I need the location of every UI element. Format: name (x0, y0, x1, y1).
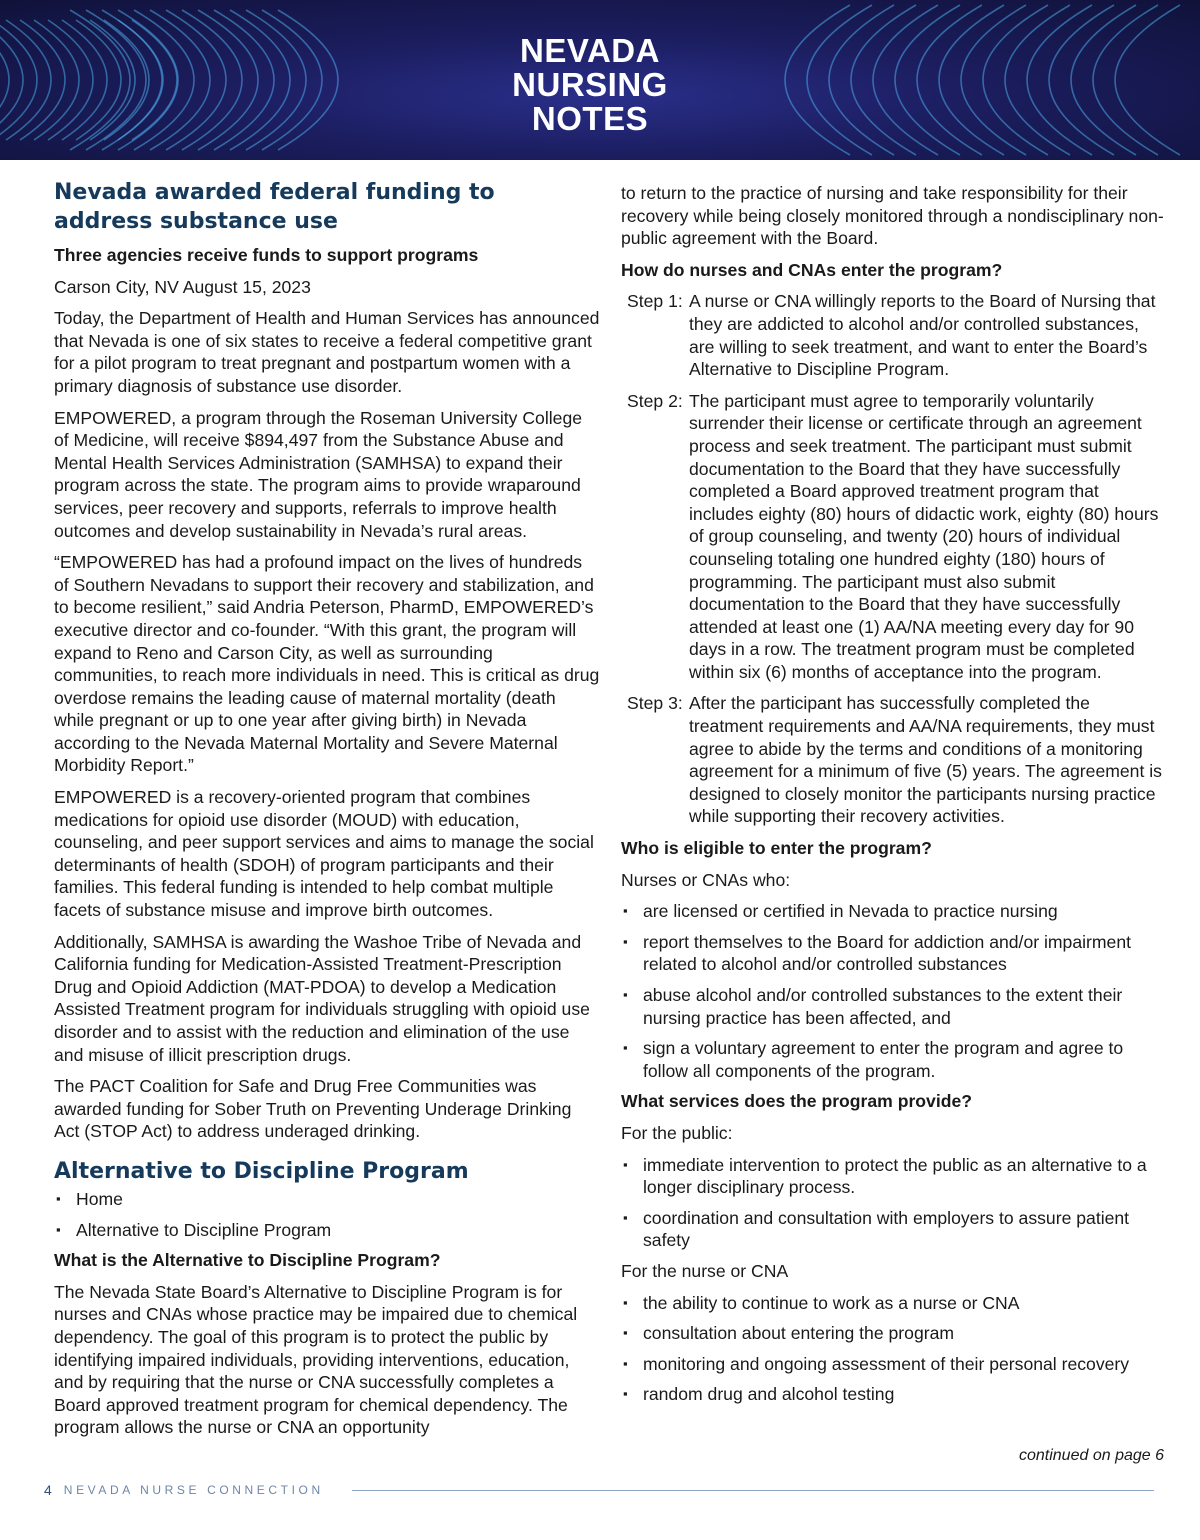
list-item-text: immediate intervention to protect the public as an alternative to a longer disciplinary process. (643, 1154, 1147, 1198)
list-item-text: random drug and alcohol testing (643, 1384, 895, 1405)
list-item-text: report themselves to the Board for addiction and/or impairment related to alcohol and/or controlled substances (643, 931, 1131, 975)
section-title: Alternative to Discipline Program (54, 1158, 469, 1184)
paragraph: EMPOWERED, a program through the Roseman University College of Medicine, will receive $894,497 from the Substance Abuse and Mental Health Services Administration (SAMHSA) to expand their program across the state. The program aims to provide wraparound services, peer recovery and supports, referrals to improve health outcomes and develop sustainability in Nevada’s rural areas. (54, 407, 583, 541)
banner-title-line: NEVADA (520, 32, 660, 69)
list-item-text: consultation about entering the program (643, 1323, 955, 1344)
list-item-text: sign a voluntary agreement to enter the program and agree to follow all components of the program. (643, 1038, 1124, 1081)
breadcrumb-item[interactable]: ▪ Home (56, 1188, 123, 1209)
article-subtitle: Three agencies receive funds to support programs (54, 245, 479, 265)
banner-title-line: NURSING (512, 66, 668, 103)
breadcrumb-label: Home (76, 1188, 123, 1209)
paragraph: The PACT Coalition for Safe and Drug Free Communities was awarded funding for Sober Truth on Preventing Underage Drinking Act (STOP Act) to address underaged drinking. (54, 1076, 572, 1142)
list-item-text: are licensed or certified in Nevada to practice nursing (643, 901, 1058, 922)
breadcrumb-label: Alternative to Discipline Program (76, 1219, 332, 1240)
step-text: The participant must agree to temporarily voluntarily surrender their license or certificate through an agreement process and seek treatment. The participant must submit documentation to the Board that they have successfully completed a Board approved treatment program that includes eighty (80) hours of didactic work, eighty (80) hours of group counseling, and twenty (20) hours of individual counseling totaling one hundred eighty (180) hours of programming. The participant must also submit documentation to the Board that they have successfully attended at least one (1) AA/NA meeting every day for 90 days in a row. The treatment program must be completed within six (6) months of acceptance into the program. (689, 390, 1159, 682)
breadcrumb-list (54, 1188, 600, 1241)
breadcrumb-item[interactable]: ▪ Alternative to Discipline Program (56, 1219, 332, 1240)
step-label: Step 1: (627, 291, 683, 312)
list-item: ▪ sign a voluntary agreement to enter the program and agree to follow all components of the program. (623, 1038, 1124, 1081)
step-label: Step 3: (627, 693, 683, 714)
public-services-list (621, 1154, 1166, 1252)
question-heading: How do nurses and CNAs enter the program? (621, 259, 1003, 280)
paragraph: The Nevada State Board’s Alternative to Discipline Program is for nurses and CNAs whose practice may be impaired due to chemical dependency. The goal of this program is to protect the public by identifying impaired individuals, providing interventions, education, and by requiring that the nurse or CNA successfully completes a Board approved treatment program for chemical dependency. The program allows the nurse or CNA an opportunity (54, 1281, 578, 1438)
list-intro: Nurses or CNAs who: (621, 869, 791, 890)
list-item: ▪ report themselves to the Board for addiction and/or impairment related to alcohol and/or controlled substances (623, 931, 1131, 975)
page-footer (44, 1480, 1154, 1500)
header-banner (0, 0, 1200, 160)
banner-title (0, 34, 1180, 136)
list-item-text: coordination and consultation with employers to assure patient safety (643, 1207, 1130, 1251)
banner-title-line: NOTES (531, 100, 649, 137)
step-text: A nurse or CNA willingly reports to the Board of Nursing that they are addicted to alcohol and/or controlled substances, are willing to seek treatment, and want to enter the Board’s Alternative to Discipline Program. (689, 291, 1156, 380)
step-label: Step 2: (627, 390, 683, 411)
paragraph: to return to the practice of nursing and take responsibility for their recovery while being closely monitored through a nondisciplinary non-public agreement with the Board. (621, 183, 1164, 249)
dateline: Carson City, NV August 15, 2023 (54, 276, 311, 297)
paragraph: Additionally, SAMHSA is awarding the Washoe Tribe of Nevada and California funding for Medication-Assisted Treatment-Prescription Drug and Opioid Addiction (MAT-PDOA) to develop a Medication Assisted Treatment program for individuals struggling with opioid use disorder and to assist with the reduction and elimination of the use and misuse of illicit prescription drugs. (54, 931, 590, 1065)
left-column (54, 178, 600, 1448)
list-item: ▪ random drug and alcohol testing (623, 1384, 895, 1405)
paragraph: “EMPOWERED has had a profound impact on the lives of hundreds of Southern Nevadans to support their recovery and stabilization, and to become resilient,” said Andria Peterson, PharmD, EMPOWERED’s executive director and co-founder. “With this grant, the program will expand to Reno and Carson City, as well as surrounding communities, to reach more individuals in need. This is critical as drug overdose remains the leading cause of maternal mortality (death while pregnant or up to one year after giving birth) in Nevada according to the Nevada Maternal Mortality and Severe Maternal Morbidity Report.” (54, 552, 600, 776)
question-heading: Who is eligible to enter the program? (621, 838, 932, 859)
article-title: Nevada awarded federal funding to address substance use (54, 180, 495, 234)
list-item: ▪ abuse alcohol and/or controlled substances to the extent their nursing practice has been affected, and (623, 985, 1123, 1028)
step-item (627, 692, 1166, 828)
list-item-text: monitoring and ongoing assessment of their personal recovery (643, 1353, 1130, 1374)
continued-note: continued on page 6 (1018, 1447, 1164, 1464)
list-item: ▪ coordination and consultation with employers to assure patient safety (623, 1207, 1130, 1251)
paragraph: EMPOWERED is a recovery-oriented program that combines medications for opioid use disorder (MOUD) with education, counseling, and peer support services and aims to manage the social determinants of health (SDOH) of program participants and their families. This federal funding is intended to help combat multiple facets of substance misuse and improve birth outcomes. (54, 787, 594, 921)
question-heading: What is the Alternative to Discipline Program? (54, 1250, 441, 1271)
step-text: After the participant has successfully completed the treatment requirements and AA/NA requirements, they must agree to abide by the terms and conditions of a monitoring agreement for a minimum of five (5) years. The agreement is designed to closely monitor the participants nursing practice while supporting their recovery activities. (689, 693, 1162, 827)
publication-name: NEVADA NURSE CONNECTION (63, 1483, 324, 1497)
list-item: ▪ monitoring and ongoing assessment of their personal recovery (623, 1353, 1130, 1374)
step-item (627, 290, 1166, 380)
list-item-text: abuse alcohol and/or controlled substances to the extent their nursing practice has been affected, and (643, 985, 1123, 1028)
list-item: ▪ are licensed or certified in Nevada to practice nursing (623, 901, 1058, 922)
list-item-text: the ability to continue to work as a nurse or CNA (643, 1292, 1020, 1313)
question-heading: What services does the program provide? (621, 1091, 972, 1112)
list-intro: For the public: (621, 1122, 733, 1143)
list-item: ▪ consultation about entering the program (623, 1323, 955, 1344)
right-column (621, 182, 1166, 1414)
nurse-services-list (621, 1292, 1166, 1406)
eligibility-list (621, 900, 1166, 1082)
paragraph: Today, the Department of Health and Human Services has announced that Nevada is one of six states to receive a federal competitive grant for a pilot program to treat pregnant and postpartum women with a primary diagnosis of substance use disorder. (54, 308, 600, 396)
step-item (627, 390, 1166, 684)
list-item: ▪ the ability to continue to work as a nurse or CNA (623, 1292, 1020, 1313)
list-item: ▪ immediate intervention to protect the public as an alternative to a longer disciplinary process. (623, 1154, 1147, 1198)
footer-rule (352, 1490, 1154, 1491)
list-intro: For the nurse or CNA (621, 1260, 789, 1281)
page-number: 4 (44, 1482, 52, 1498)
